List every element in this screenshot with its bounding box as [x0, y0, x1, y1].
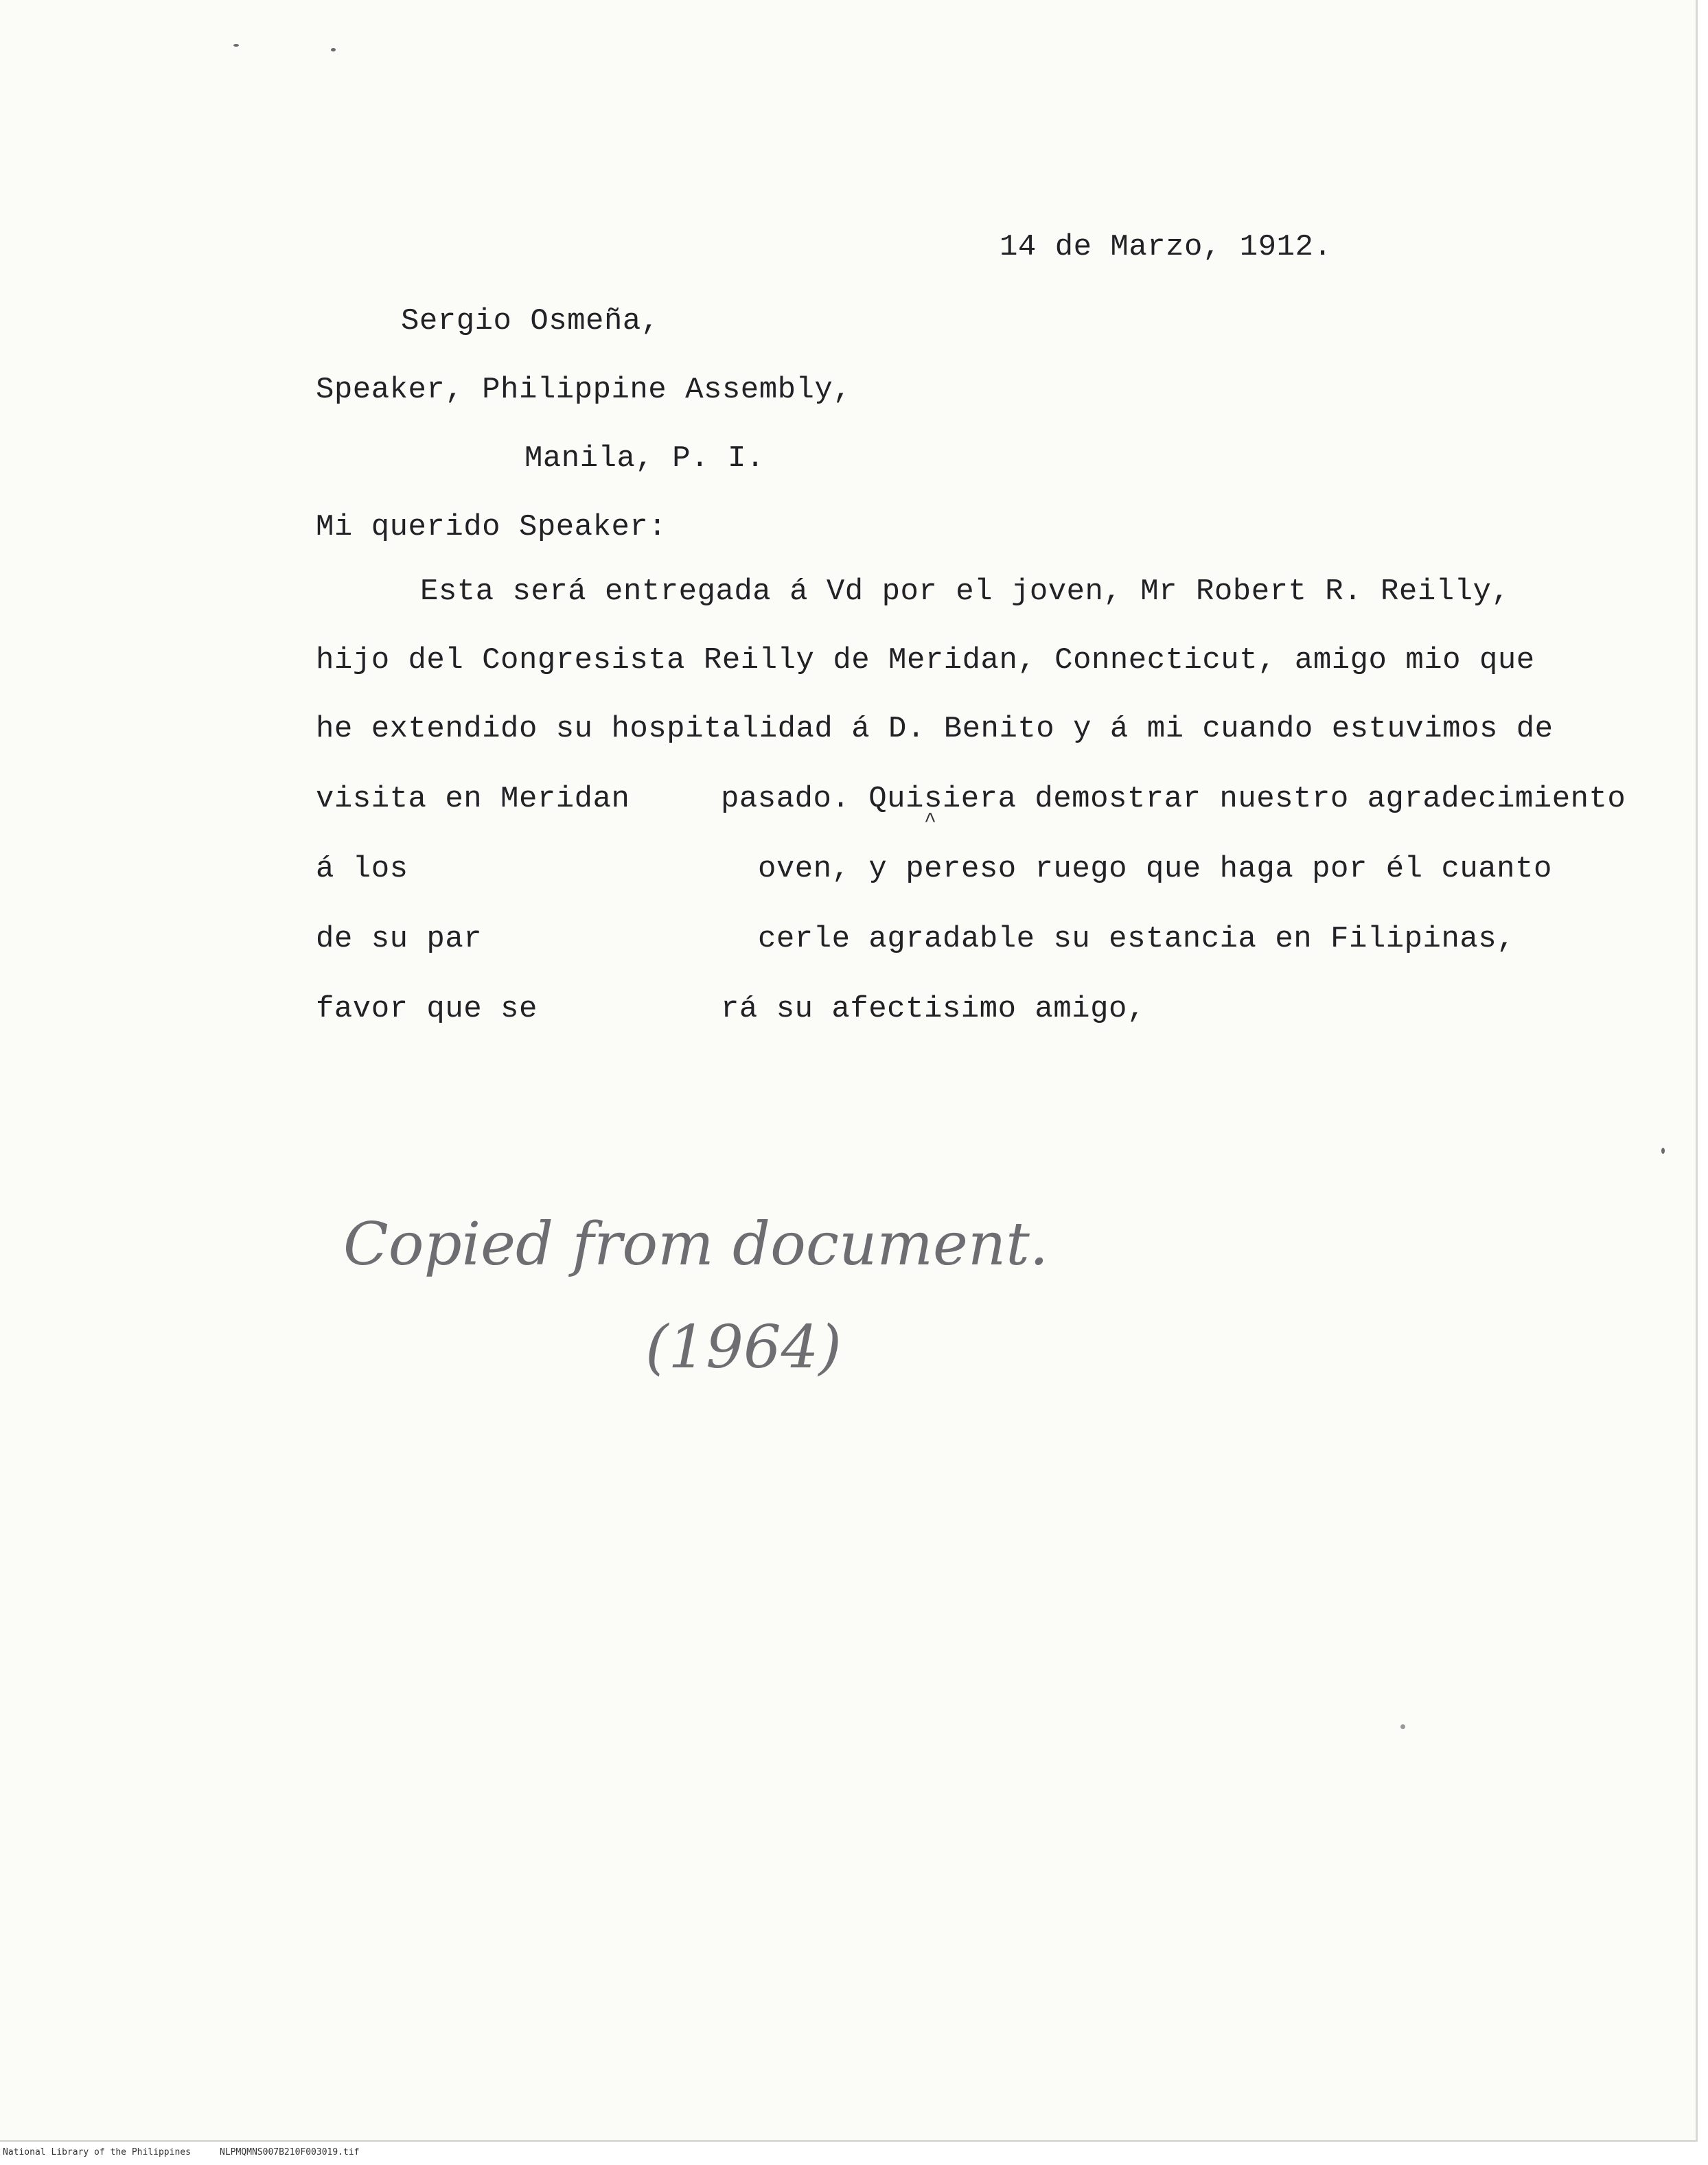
addressee-title: Speaker, Philippine Assembly,	[316, 373, 852, 407]
handwritten-note: Copied from document.	[343, 1210, 1049, 1279]
footer-filename: NLPMQMNS007B210F003019.tif	[220, 2147, 360, 2157]
body-line: he extendido su hospitalidad á D. Benito y á mi cuando estuvimos de	[316, 712, 1554, 746]
body-line-right: pasado. Quisiera demostrar nuestro agradecimiento	[721, 782, 1626, 816]
letter-date: 14 de Marzo, 1912.	[1000, 230, 1332, 264]
body-line: hijo del Congresista Reilly de Meridan, Connecticut, amigo mio que	[316, 643, 1535, 678]
ink-speck	[331, 48, 336, 51]
body-line-left: favor que se	[316, 992, 538, 1026]
footer-institution: National Library of the Philippines	[3, 2147, 191, 2157]
addressee-name: Sergio Osmeña,	[401, 304, 660, 338]
caret-mark: ^	[924, 810, 937, 833]
ink-speck	[233, 44, 239, 47]
ink-speck	[1400, 1724, 1405, 1729]
body-line-left: de su par	[316, 922, 483, 956]
body-line-right: rá su afectisimo amigo,	[721, 992, 1146, 1026]
body-line-right: oven, y pereso ruego que haga por él cuanto	[758, 852, 1552, 886]
body-line-right: cerle agradable su estancia en Filipinas,	[758, 922, 1516, 956]
body-line-left: visita en Meridan	[316, 782, 630, 816]
body-line: Esta será entregada á Vd por el joven, Mr Robert R. Reilly,	[420, 575, 1510, 609]
salutation: Mi querido Speaker:	[316, 510, 667, 544]
ink-speck	[1661, 1148, 1665, 1154]
addressee-city: Manila, P. I.	[524, 441, 765, 476]
handwritten-year: (1964)	[645, 1313, 842, 1382]
body-line-left: á los	[316, 852, 408, 886]
